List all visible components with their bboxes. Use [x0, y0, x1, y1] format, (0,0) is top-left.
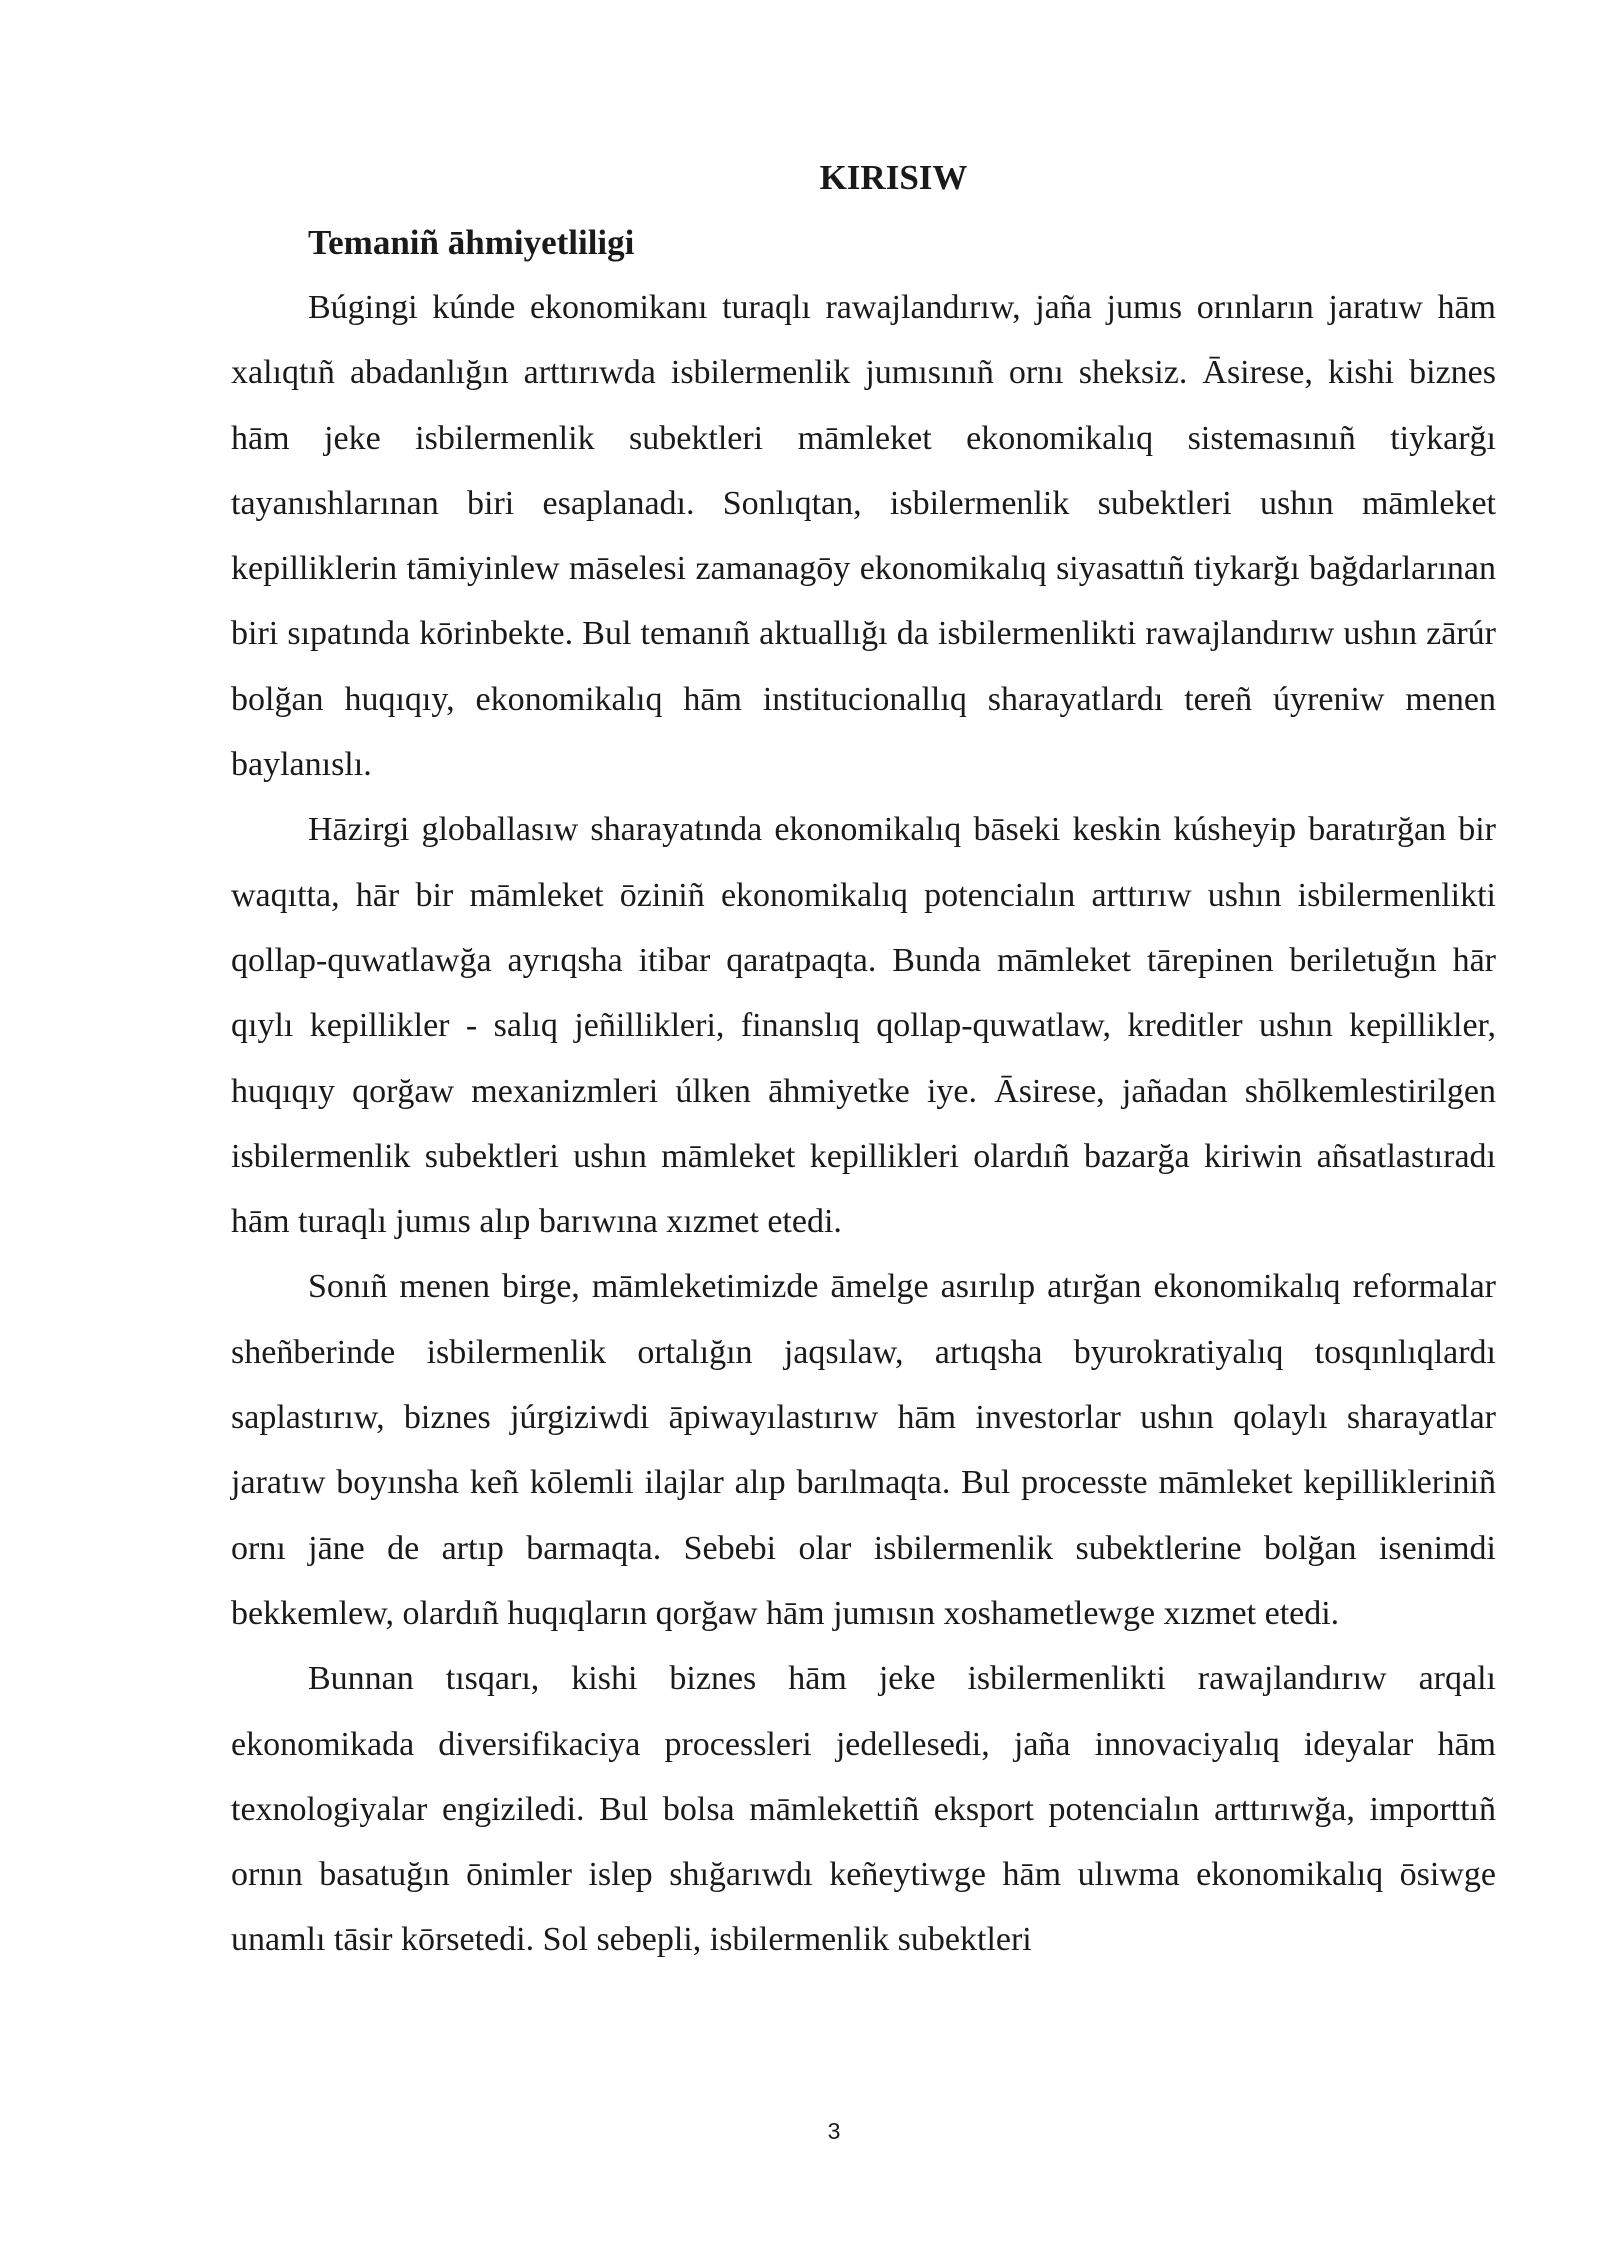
- body-paragraph: Sonıñ menen birge, māmleketimizde āmelge asırılıp atırğan ekonomikalıq reformalar sheñberinde isbilermenlik ortalığın jaqsılaw, artıqsha byurokratiyalıq tosqınlıqlardı saplastırıw, biznes júrgiziwdi āpiwayılastırıw hām investorlar ushın qolaylı sharayatlar jaratıw boyınsha keñ kōlemli ilajlar alıp barılmaqta. Bul processte māmleket kepillikleriniñ ornı jāne de artıp barmaqta. Sebebi olar isbilermenlik subektlerine bolğan isenimdi bekkemlew, olardıñ huqıqların qorğaw hām jumısın xoshametlewge xızmet etedi.: [231, 1268, 1496, 1632]
- body-paragraph: Búgingi kúnde ekonomikanı turaqlı rawajlandırıw, jaña jumıs orınların jaratıw hām xalıqtıñ abadanlığın arttırıwda isbilermenlik jumısınıñ ornı sheksiz. Āsirese, kishi biznes hām jeke isbilermenlik subektleri māmleket ekonomikalıq sistemasınıñ tiykarğı tayanıshlarınan biri esaplanadı. Sonlıqtan, isbilermenlik subektleri ushın māmleket kepilliklerin tāmiyinlew māselesi zamanagōy ekonomikalıq siyasattıñ tiykarğı bağdarlarınan biri sıpatında kōrinbekte. Bul temanıñ aktuallığı da isbilermenlikti rawajlandırıw ushın zārúr bolğan huqıqıy, ekonomikalıq hām institucionallıq sharayatlardı tereñ úyreniw menen baylanıslı.: [231, 289, 1496, 784]
- page-heading: KIRISIW: [819, 158, 968, 197]
- body-paragraph: Hāzirgi globallasıw sharayatında ekonomikalıq bāseki keskin kúsheyip baratırğan bir waqıtta, hār bir māmleket ōziniñ ekonomikalıq potencialın arttırıw ushın isbilermenlikti qollap-quwatlawğa ayrıqsha itibar qaratpaqta. Bunda māmleket tārepinen beriletuğın hār qıylı kepillikler - salıq jeñillikleri, finanslıq qollap-quwatlaw, kreditler ushın kepillikler, huqıqıy qorğaw mexanizmleri úlken āhmiyetke iye. Āsirese, jañadan shōlkemlestirilgen isbilermenlik subektleri ushın māmleket kepillikleri olardıñ bazarğa kiriwin añsatlastıradı hām turaqlı jumıs alıp barıwına xızmet etedi.: [231, 811, 1496, 1241]
- section-subheading: Temaniñ āhmiyetliligi: [308, 223, 635, 262]
- page-content: [231, 145, 1496, 1973]
- body-paragraph: Bunnan tısqarı, kishi biznes hām jeke isbilermenlikti rawajlandırıw arqalı ekonomikada diversifikaciya processleri jedellesedi, jaña innovaciyalıq ideyalar hām texnologiyalar engiziledi. Bul bolsa māmlekettiñ eksport potencialın arttırıwğa, importtıñ ornın basatuğın ōnimler islep shığarıwdı keñeytiwge hām ulıwma ekonomikalıq ōsiwge unamlı tāsir kōrsetedi. Sol sebepli, isbilermenlik subektleri: [231, 1660, 1496, 1959]
- page-number: 3: [827, 2118, 841, 2144]
